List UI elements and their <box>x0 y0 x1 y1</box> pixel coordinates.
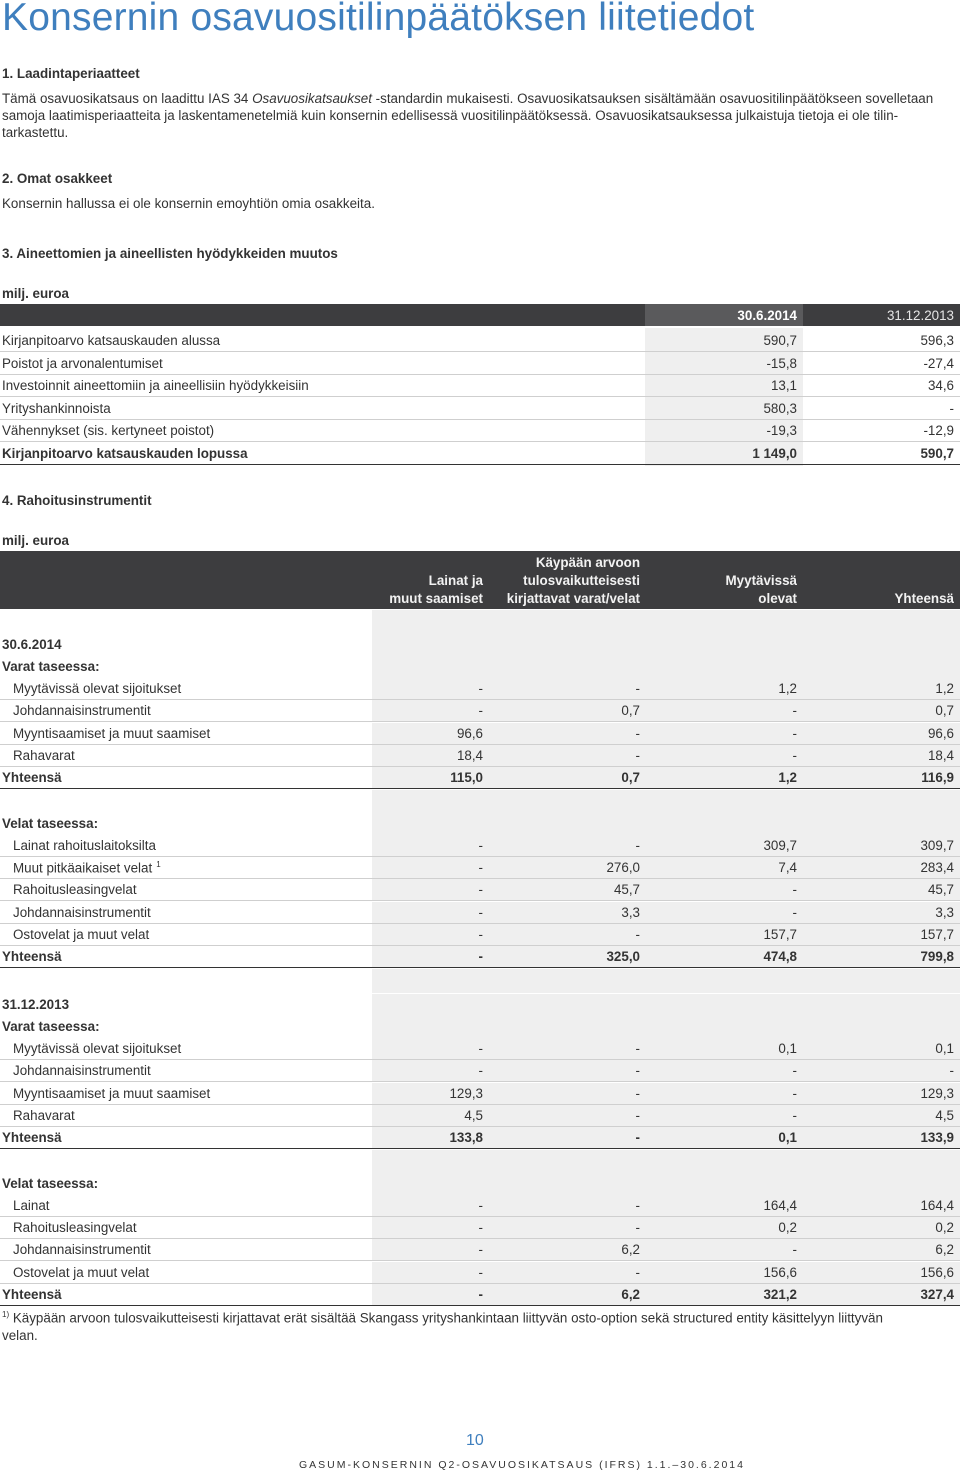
row-shade <box>372 634 960 656</box>
row-label: Myyntisaamiset ja muut saamiset <box>13 1085 211 1101</box>
value-loans: - <box>478 703 483 719</box>
row-shade <box>372 813 960 835</box>
value-available-for-sale: - <box>792 1107 797 1123</box>
shade-gap <box>372 790 960 813</box>
value-fair-value: - <box>635 1041 640 1056</box>
value-fair-value: 45,7 <box>613 882 640 898</box>
liabilities-label <box>0 813 960 835</box>
value-total: 45,7 <box>927 882 954 898</box>
value-fair-value: - <box>635 1063 640 1079</box>
value-loans: - <box>478 681 483 696</box>
total-row <box>0 1284 960 1306</box>
row-label: Yhteensä <box>2 770 62 786</box>
value-total: 164,4 <box>920 1197 954 1213</box>
table-row <box>0 1262 960 1284</box>
value-30-6-2014: -15,8 <box>766 355 797 371</box>
section-1-text-line-3: tarkastettu. <box>2 125 69 140</box>
value-fair-value: - <box>635 1220 640 1236</box>
page-footer: GASUM-KONSERNIN Q2-OSAVUOSIKATSAUS (IFRS) 1.1.–30.6.2014 <box>299 1459 745 1471</box>
value-available-for-sale: - <box>792 882 797 898</box>
value-total: 327,4 <box>920 1287 954 1302</box>
row-shade <box>372 656 960 678</box>
value-available-for-sale: - <box>792 703 797 719</box>
row-label: Johdannaisinstrumentit <box>13 1063 151 1079</box>
row-label: Rahavarat <box>13 747 75 763</box>
value-total: 0,7 <box>935 703 954 719</box>
value-fair-value: 276,0 <box>606 860 640 876</box>
table-row <box>0 700 960 722</box>
row-label: Muut pitkäaikaiset velat <box>13 860 153 876</box>
footnote: $^{1)}$ Käypään arvoon tulosvaikutteisesti kirjattavat erät sisältää Skangass yrityshankintaan liittyvän osto-option sekä structured entity käsittelyyn liittyvän velan. <box>2 1310 883 1344</box>
value-available-for-sale: 156,6 <box>763 1264 797 1280</box>
value-total: 309,7 <box>920 837 954 853</box>
total-row <box>0 946 960 968</box>
table-row <box>0 1195 960 1217</box>
table-row <box>0 1060 960 1082</box>
value-loans: - <box>478 1197 483 1213</box>
value-loans: 18,4 <box>456 747 483 763</box>
row-label: Rahavarat <box>13 1107 75 1123</box>
value-total: 1,2 <box>935 681 954 696</box>
value-loans: - <box>478 882 483 898</box>
row-shade <box>372 1173 960 1195</box>
row-label: Lainat rahoituslaitoksilta <box>13 837 156 853</box>
value-available-for-sale: - <box>792 1063 797 1079</box>
table-row <box>0 1083 960 1105</box>
table-row <box>0 1038 960 1060</box>
value-30-6-2014: 13,1 <box>770 378 797 393</box>
value-loans: 115,0 <box>450 770 483 786</box>
value-fair-value: 3,3 <box>621 904 640 920</box>
value-30-6-2014: 580,3 <box>763 400 797 416</box>
value-fair-value: - <box>635 725 640 741</box>
value-total: 156,6 <box>920 1264 954 1280</box>
period-date-text: 30.6.2014 <box>2 637 62 652</box>
section-4-unit: milj. euroa <box>2 533 69 548</box>
value-loans: - <box>478 1041 483 1056</box>
assets-label-text: Varat taseessa: <box>2 659 100 674</box>
table-row <box>0 902 960 924</box>
table-row <box>0 375 960 397</box>
value-total: 96,6 <box>927 725 954 741</box>
value-total: 157,7 <box>920 927 954 942</box>
table-row <box>0 723 960 745</box>
value-available-for-sale: 474,8 <box>763 949 797 965</box>
table-row <box>0 353 960 375</box>
value-available-for-sale: - <box>792 904 797 920</box>
row-label: Vähennykset (sis. kertyneet poistot) <box>2 423 215 438</box>
liabilities-label <box>0 1173 960 1195</box>
value-fair-value: 0,7 <box>621 703 640 719</box>
value-total: 129,3 <box>920 1085 954 1101</box>
table-row <box>0 745 960 767</box>
shade-gap <box>372 1150 960 1173</box>
row-label: Yhteensä <box>2 949 62 965</box>
value-available-for-sale: 157,7 <box>763 927 797 942</box>
section-3-heading: 3. Aineettomien ja aineellisten hyödykkeiden muutos <box>2 246 338 261</box>
value-loans: - <box>478 860 483 876</box>
value-total: 283,4 <box>920 860 954 876</box>
table-row <box>0 678 960 700</box>
row-label: Ostovelat ja muut velat <box>13 1264 150 1280</box>
value-available-for-sale: 1,2 <box>778 681 797 696</box>
row-label: Rahoitusleasingvelat <box>13 1220 137 1236</box>
period-date-text: 31.12.2013 <box>2 997 70 1012</box>
value-total: - <box>949 1063 954 1079</box>
shade-gap <box>372 610 960 636</box>
row-label: Yrityshankinnoista <box>2 400 111 416</box>
value-loans: - <box>478 1287 483 1302</box>
value-loans: - <box>478 1242 483 1258</box>
value-available-for-sale: 321,2 <box>763 1287 797 1302</box>
page-number: 10 <box>466 1432 484 1449</box>
value-available-for-sale: 0,1 <box>778 1130 797 1146</box>
value-available-for-sale: - <box>792 1085 797 1101</box>
value-31-12-2013: -27,4 <box>923 355 954 371</box>
value-31-12-2013: 596,3 <box>920 333 954 348</box>
page-title: Konsernin osavuositilinpäätöksen liitetiedot <box>2 0 755 39</box>
assets-label-text: Varat taseessa: <box>2 1019 100 1034</box>
liabilities-label-text: Velat taseessa: <box>2 1175 99 1191</box>
footnote-marker: 1 <box>156 860 161 870</box>
row-label: Myytävissä olevat sijoitukset <box>13 1041 182 1056</box>
total-row <box>0 767 960 789</box>
value-available-for-sale: 164,4 <box>763 1197 797 1213</box>
row-label: Yhteensä <box>2 1287 62 1302</box>
value-fair-value: 6,2 <box>621 1242 640 1258</box>
value-fair-value: - <box>635 1085 640 1101</box>
row-label: Lainat <box>13 1197 50 1213</box>
value-total: 6,2 <box>935 1242 954 1258</box>
value-loans: - <box>478 1063 483 1079</box>
col-header-fair-value: Käypään arvoon tulosvaikutteisesti kirjattavat varat/velat <box>506 555 640 606</box>
value-loans: - <box>478 904 483 920</box>
value-total: 4,5 <box>935 1107 954 1123</box>
value-available-for-sale: 0,2 <box>778 1220 797 1236</box>
value-loans: 133,8 <box>449 1130 483 1146</box>
table-row <box>0 924 960 946</box>
col-header-loans: Lainat ja muut saamiset <box>389 573 483 606</box>
value-available-for-sale: - <box>792 747 797 763</box>
value-loans: - <box>478 1220 483 1236</box>
value-31-12-2013: - <box>949 400 954 416</box>
value-fair-value: - <box>635 837 640 853</box>
table-row <box>0 398 960 420</box>
col-header-total: Yhteensä <box>894 591 954 606</box>
value-fair-value: - <box>635 1130 640 1146</box>
value-fair-value: - <box>635 747 640 763</box>
row-label: Johdannaisinstrumentit <box>13 1242 151 1258</box>
value-loans: 96,6 <box>456 725 483 741</box>
section-1-text-line-2: samoja laatimisperiaatteita ja laskentamenetelmiä kuin konsernin edellisessä vuositilinpäätöksessä. Osavuosikatsauksessa julkaistuja tietoja ei ole tilin- <box>2 108 899 123</box>
table-row <box>0 879 960 901</box>
value-30-6-2014: 1 149,0 <box>752 445 797 461</box>
value-total: 3,3 <box>935 904 954 920</box>
value-total: 0,2 <box>935 1220 954 1236</box>
row-label: Yhteensä <box>2 1130 62 1146</box>
table-row <box>0 420 960 442</box>
value-fair-value: - <box>635 927 640 942</box>
liabilities-label-text: Velat taseessa: <box>2 815 99 831</box>
row-label: Kirjanpitoarvo katsauskauden alussa <box>2 333 221 348</box>
value-available-for-sale: - <box>792 725 797 741</box>
value-loans: - <box>478 949 483 965</box>
period-date <box>0 994 960 1016</box>
row-label-wrap <box>13 860 161 875</box>
value-30-6-2014: -19,3 <box>766 423 797 438</box>
value-31-12-2013: 34,6 <box>927 378 954 393</box>
assets-label <box>0 1016 960 1038</box>
table-row <box>0 1105 960 1127</box>
value-fair-value: 6,2 <box>621 1287 640 1302</box>
section-2-heading: 2. Omat osakkeet <box>2 171 113 186</box>
value-fair-value: - <box>635 1107 640 1123</box>
value-31-12-2013: -12,9 <box>923 423 954 438</box>
row-label: Ostovelat ja muut velat <box>13 927 150 942</box>
assets-label <box>0 656 960 678</box>
value-total: 133,9 <box>920 1130 954 1146</box>
value-fair-value: 325,0 <box>606 949 640 965</box>
value-available-for-sale: - <box>792 1242 797 1258</box>
value-loans: - <box>478 927 483 942</box>
row-label: Johdannaisinstrumentit <box>13 904 151 920</box>
value-total: 18,4 <box>927 747 954 763</box>
section-1-text-line-1: Tämä osavuosikatsaus on laadittu IAS 34 Osavuosikatsaukset -standardin mukaisesti. Osavuosikatsauksen sisältämään osavuositilinpäätökseen sovelletaan <box>2 91 934 106</box>
value-available-for-sale: 7,4 <box>778 860 797 876</box>
row-label: Investoinnit aineettomiin ja aineellisiin hyödykkeisiin <box>2 378 309 393</box>
section-1-heading: 1. Laadintaperiaatteet <box>2 66 140 81</box>
value-30-6-2014: 590,7 <box>763 333 797 348</box>
row-label: Poistot ja arvonalentumiset <box>2 355 163 371</box>
section-3-unit: milj. euroa <box>2 286 69 301</box>
col-header-available-for-sale: Myytävissä olevat <box>725 573 797 606</box>
value-total: 799,8 <box>920 949 954 965</box>
total-row <box>0 1127 960 1149</box>
value-loans: - <box>478 1264 483 1280</box>
value-fair-value: 0,7 <box>621 770 640 786</box>
table-row <box>0 1217 960 1239</box>
table-row <box>0 443 960 465</box>
table-row <box>0 1239 960 1261</box>
value-loans: 4,5 <box>464 1107 483 1123</box>
row-label: Johdannaisinstrumentit <box>13 703 151 719</box>
row-shade <box>372 994 960 1016</box>
period-date <box>0 634 960 656</box>
table-row <box>0 330 960 352</box>
section-3-col2-header: 31.12.2013 <box>886 308 954 323</box>
value-available-for-sale: 1,2 <box>778 770 797 786</box>
section-4-heading: 4. Rahoitusinstrumentit <box>2 493 152 508</box>
shade-gap <box>372 969 960 993</box>
value-loans: - <box>478 837 483 853</box>
value-fair-value: - <box>635 681 640 696</box>
value-total: 0,1 <box>935 1041 954 1056</box>
row-label: Myyntisaamiset ja muut saamiset <box>13 725 211 741</box>
table-row <box>0 857 960 879</box>
value-fair-value: - <box>635 1264 640 1280</box>
value-31-12-2013: 590,7 <box>920 445 954 461</box>
table-row <box>0 835 960 857</box>
value-available-for-sale: 309,7 <box>763 837 797 853</box>
row-label: Myytävissä olevat sijoitukset <box>13 681 182 696</box>
value-total: 116,9 <box>921 770 954 786</box>
row-shade <box>372 1016 960 1038</box>
row-label: Kirjanpitoarvo katsauskauden lopussa <box>2 445 248 461</box>
value-available-for-sale: 0,1 <box>778 1041 797 1056</box>
row-label: Rahoitusleasingvelat <box>13 882 137 898</box>
section-3-col1-header: 30.6.2014 <box>737 308 797 323</box>
section-2-text: Konsernin hallussa ei ole konsernin emoyhtiön omia osakkeita. <box>2 196 375 211</box>
row-divider <box>0 464 960 465</box>
value-fair-value: - <box>635 1197 640 1213</box>
value-loans: 129,3 <box>449 1085 483 1101</box>
